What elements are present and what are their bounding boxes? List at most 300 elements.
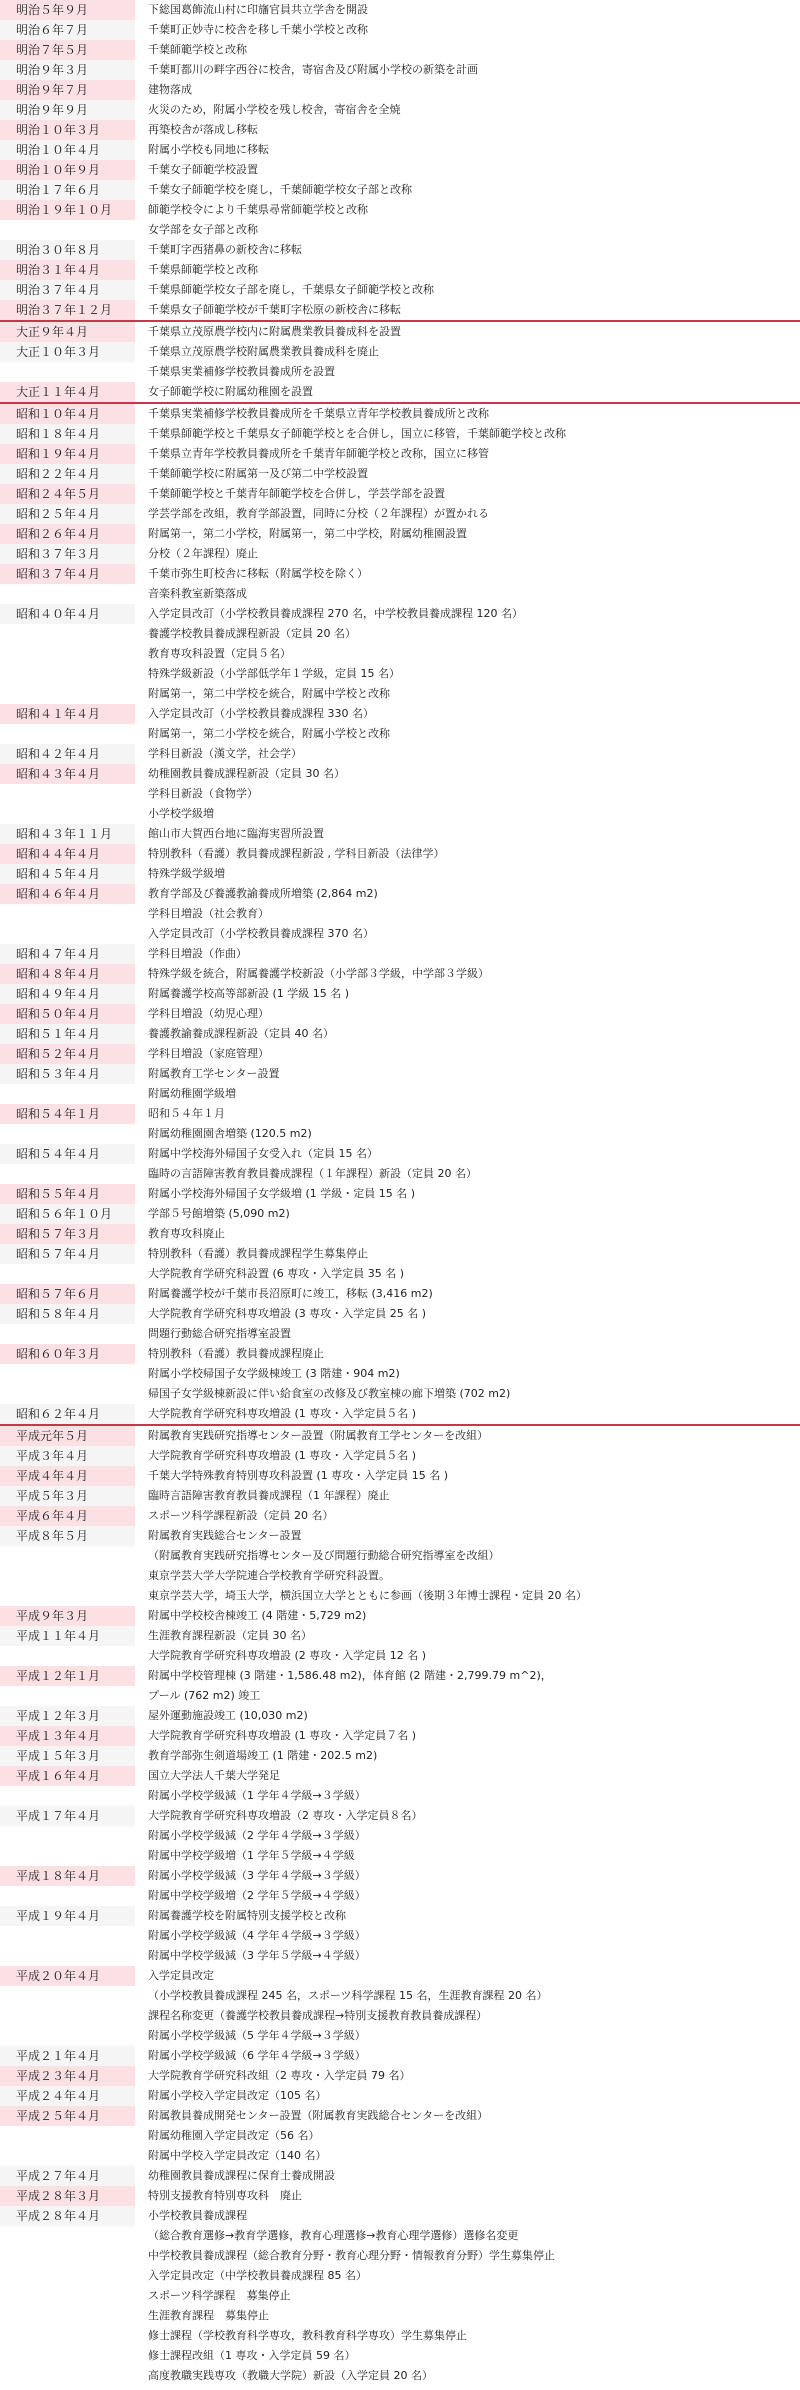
entry-events [135, 2186, 800, 2206]
entry-event-text: 千葉県実業補修学校教員養成所を設置 [148, 365, 335, 378]
entry-date: 昭和２５年４月 [0, 504, 135, 524]
date-spacer [0, 2346, 135, 2366]
entry-event-text: 附属小学校学級減（4 学年４学級→３学級） [148, 1929, 366, 1942]
entry-event-text: 大学院教育学研究科専攻増設 (1 専攻・入学定員５名 ) [148, 1449, 417, 1462]
entry-date: 平成１１年４月 [0, 1626, 135, 1646]
timeline-entry [0, 2166, 800, 2186]
timeline-entry [0, 1486, 800, 1506]
entry-date: 昭和２６年４月 [0, 524, 135, 544]
timeline-entry [0, 342, 800, 382]
timeline-entry [0, 40, 800, 60]
entry-events [135, 140, 800, 160]
entry-date-column [0, 1204, 135, 1224]
entry-event-text: 附属養護学校高等部新設 (1 学級 15 名 ) [148, 987, 350, 1000]
entry-events [135, 1004, 800, 1024]
entry-date: 昭和１０年４月 [0, 404, 135, 424]
entry-date: 明治３７年４月 [0, 280, 135, 300]
entry-date: 昭和５７年３月 [0, 1224, 135, 1244]
entry-date-column [0, 1606, 135, 1626]
entry-event-text: 附属小学校海外帰国子女学級増 (1 学級・定員 15 名 ) [148, 1187, 416, 1200]
date-spacer [0, 1364, 135, 1384]
entry-event-text: 附属幼稚園園舎増築 (120.5 m2) [148, 1127, 312, 1140]
entry-event-text: 千葉女子師範学校を廃し，千葉師範学校女子部と改称 [148, 183, 412, 196]
entry-event-text: 千葉町都川の畔字西谷に校舎，寄宿舎及び附属小学校の新築を計画 [148, 63, 478, 76]
entry-date-column [0, 1766, 135, 1806]
entry-date: 昭和４３年１１月 [0, 824, 135, 844]
entry-date: 平成１７年４月 [0, 1806, 135, 1826]
entry-event-text: 教育学部弥生剣道場竣工 (1 階建・202.5 m2) [148, 1749, 378, 1762]
timeline-entry [0, 1706, 800, 1726]
timeline-entry [0, 2106, 800, 2166]
timeline-entry [0, 1024, 800, 1044]
timeline-entry [0, 444, 800, 464]
entry-date-column [0, 1486, 135, 1506]
entry-event-text: 養護教諭養成課程新設（定員 40 名） [148, 1027, 334, 1040]
entry-events [135, 1706, 800, 1726]
entry-date: 昭和５４年４月 [0, 1144, 135, 1164]
timeline-entry [0, 2066, 800, 2086]
entry-date: 昭和４２年４月 [0, 744, 135, 764]
entry-date-column [0, 504, 135, 524]
timeline-entry [0, 844, 800, 864]
entry-event-text: 修士課程（学校教育科学専攻，教科教育科学専攻）学生募集停止 [148, 2329, 467, 2342]
entry-date: 明治９年９月 [0, 100, 135, 120]
entry-events [135, 1204, 800, 1224]
entry-date: 平成２８年４月 [0, 2206, 135, 2226]
entry-date-column [0, 2106, 135, 2166]
entry-events [135, 120, 800, 140]
entry-events [135, 884, 800, 944]
entry-event-text: 分校（２年課程）廃止 [148, 547, 258, 560]
entry-event-text: 中学校教員養成課程（総合教育分野・教育心理分野・情報教育分野）学生募集停止 [148, 2249, 555, 2262]
entry-event-text: 大学院教育学研究科専攻増設 (1 専攻・入学定員５名 ) [148, 1407, 417, 1420]
entry-date-column [0, 864, 135, 884]
entry-date-column [0, 1446, 135, 1466]
entry-event-text: 千葉市弥生町校舎に移転（附属学校を除く） [148, 567, 368, 580]
entry-event-text: プール (762 m2) 竣工 [148, 1689, 261, 1702]
entry-events [135, 524, 800, 544]
timeline-entry [0, 1506, 800, 1526]
timeline-entry [0, 140, 800, 160]
entry-event-text: 大学院教育学研究科設置 (6 専攻・入学定員 35 名 ) [148, 1267, 405, 1280]
entry-events [135, 2206, 800, 2386]
entry-events [135, 1446, 800, 1466]
entry-date: 昭和５４年１月 [0, 1104, 135, 1124]
entry-event-text: 特別教科（看護）教員養成課程学生募集停止 [148, 1247, 368, 1260]
entry-date-column [0, 2166, 135, 2186]
entry-date-column [0, 20, 135, 40]
entry-date-column [0, 0, 135, 20]
entry-date-column [0, 1244, 135, 1284]
entry-event-text: 問題行動総合研究指導室設置 [148, 1327, 291, 1340]
entry-date-column [0, 1024, 135, 1044]
entry-events [135, 180, 800, 200]
entry-events [135, 764, 800, 824]
entry-date: 明治１７年６月 [0, 180, 135, 200]
entry-events [135, 1466, 800, 1486]
entry-date: 平成３年４月 [0, 1446, 135, 1466]
entry-event-text: 学部５号館増築 (5,090 m2) [148, 1207, 290, 1220]
entry-date-column [0, 2186, 135, 2206]
entry-events [135, 1344, 800, 1404]
entry-date: 平成２０年４月 [0, 1966, 135, 1986]
timeline-entry [0, 1466, 800, 1486]
date-spacer [0, 644, 135, 664]
date-spacer [0, 804, 135, 824]
entry-event-text: 附属中学校海外帰国子女受入れ（定員 15 名） [148, 1147, 378, 1160]
entry-date: 昭和５３年４月 [0, 1064, 135, 1084]
timeline-entry [0, 1966, 800, 2046]
timeline-entry [0, 240, 800, 260]
entry-events [135, 824, 800, 844]
entry-date: 明治９年７月 [0, 80, 135, 100]
entry-date-column [0, 424, 135, 444]
entry-event-text: 教育学部及び養護教諭養成所増築 (2,864 m2) [148, 887, 378, 900]
entry-events [135, 704, 800, 744]
entry-event-text: 学科目増設（社会教育） [148, 907, 269, 920]
timeline-entry [0, 1244, 800, 1284]
timeline-entry [0, 1064, 800, 1104]
entry-events [135, 1806, 800, 1866]
timeline-entry [0, 1606, 800, 1626]
entry-date-column [0, 984, 135, 1004]
entry-events [135, 342, 800, 382]
entry-date: 昭和５７年４月 [0, 1244, 135, 1264]
entry-event-text: 課程名称変更（養護学校教員養成課程→特別支援教育教員養成課程） [148, 2009, 488, 2022]
entry-event-text: 特殊学級を統合，附属養護学校新設（小学部３学級，中学部３学級） [148, 967, 489, 980]
entry-date-column [0, 1806, 135, 1866]
timeline-entry [0, 1426, 800, 1446]
timeline-entry [0, 824, 800, 844]
entry-event-text: 修士課程改組（1 専攻・入学定員 59 名） [148, 2349, 356, 2362]
entry-event-text: 女学部を女子部と改称 [148, 223, 258, 236]
entry-event-text: 附属教員養成開発センター設置（附属教育実践総合センターを改組） [148, 2109, 489, 2122]
entry-events [135, 504, 800, 524]
entry-date-column [0, 60, 135, 80]
entry-events [135, 100, 800, 120]
entry-date-column [0, 240, 135, 260]
timeline-entry [0, 2206, 800, 2386]
entry-date-column [0, 464, 135, 484]
entry-event-text: 教育専攻科設置（定員５名） [148, 647, 291, 660]
entry-date: 昭和４１年４月 [0, 704, 135, 724]
entry-event-text: 幼稚園教員養成課程に保育士養成開設 [148, 2169, 335, 2182]
entry-date: 昭和５６年１０月 [0, 1204, 135, 1224]
entry-date: 昭和４６年４月 [0, 884, 135, 904]
entry-date-column [0, 1104, 135, 1144]
entry-event-text: 附属第一，第二小学校を統合，附属小学校と改称 [148, 727, 390, 740]
entry-events [135, 464, 800, 484]
date-spacer [0, 1124, 135, 1144]
entry-event-text: 千葉県師範学校と改称 [148, 263, 258, 276]
entry-date-column [0, 944, 135, 964]
date-spacer [0, 1926, 135, 1946]
timeline-entry [0, 100, 800, 120]
entry-date: 昭和５５年４月 [0, 1184, 135, 1204]
entry-date-column [0, 2066, 135, 2086]
entry-events [135, 1426, 800, 1446]
entry-date: 平成２３年４月 [0, 2066, 135, 2086]
timeline-entry [0, 160, 800, 180]
entry-event-text: 千葉県立青年学校教員養成所を千葉青年師範学校と改称，国立に移管 [148, 447, 489, 460]
entry-event-text: 小学校教員養成課程 [148, 2209, 247, 2222]
entry-event-text: 千葉県実業補修学校教員養成所を千葉県立青年学校教員養成所と改称 [148, 407, 489, 420]
entry-event-text: 千葉町正妙寺に校舎を移し千葉小学校と改称 [148, 23, 368, 36]
entry-date-column [0, 964, 135, 984]
date-spacer [0, 2246, 135, 2266]
entry-events [135, 2086, 800, 2106]
date-spacer [0, 2326, 135, 2346]
timeline-entry [0, 544, 800, 564]
entry-events [135, 1224, 800, 1244]
entry-event-text: 附属小学校学級減（2 学年４学級→３学級） [148, 1829, 366, 1842]
entry-events [135, 1726, 800, 1746]
entry-date-column [0, 544, 135, 564]
timeline-entry [0, 604, 800, 704]
entry-event-text: 千葉県立茂原農学校附属農業教員養成科を廃止 [148, 345, 379, 358]
timeline-entry [0, 1526, 800, 1606]
entry-date-column [0, 444, 135, 464]
entry-date: 平成８年５月 [0, 1526, 135, 1546]
entry-events [135, 2066, 800, 2086]
entry-date-column [0, 884, 135, 944]
entry-event-text: 附属小学校学級減（3 学年４学級→３学級） [148, 1869, 366, 1882]
entry-events [135, 1064, 800, 1104]
entry-events [135, 844, 800, 864]
entry-event-text: 千葉師範学校と改称 [148, 43, 247, 56]
entry-date: 平成１３年４月 [0, 1726, 135, 1746]
timeline-entry [0, 1446, 800, 1466]
date-spacer [0, 1686, 135, 1706]
entry-date: 平成２５年４月 [0, 2106, 135, 2126]
entry-event-text: 音楽科教室新築落成 [148, 587, 247, 600]
entry-date: 昭和６２年４月 [0, 1404, 135, 1424]
entry-date-column [0, 140, 135, 160]
entry-date-column [0, 564, 135, 604]
entry-date: 昭和５８年４月 [0, 1304, 135, 1324]
timeline-entry [0, 180, 800, 200]
entry-date: 明治３１年４月 [0, 260, 135, 280]
entry-event-text: 臨時言語障害教育教員養成課程（1 年課程）廃止 [148, 1489, 390, 1502]
entry-date: 昭和２２年４月 [0, 464, 135, 484]
entry-event-text: 再築校舎が落成し移転 [148, 123, 258, 136]
era-section [0, 0, 800, 322]
date-spacer [0, 904, 135, 924]
entry-events [135, 1404, 800, 1424]
date-spacer [0, 1264, 135, 1284]
timeline-entry [0, 0, 800, 20]
entry-date: 明治１０年３月 [0, 120, 135, 140]
entry-date: 昭和３７年３月 [0, 544, 135, 564]
timeline-entry [0, 2086, 800, 2106]
entry-event-text: 大学院教育学研究科専攻増設 (2 専攻・入学定員 12 名 ) [148, 1649, 427, 1662]
entry-event-text: 千葉県女子師範学校が千葉町字松原の新校舎に移転 [148, 303, 401, 316]
timeline-entry [0, 1044, 800, 1064]
entry-events [135, 1626, 800, 1666]
entry-event-text: 附属第一，第二小学校，附属第一，第二中学校，附属幼稚園設置 [148, 527, 467, 540]
entry-event-text: 千葉大学特殊教育特別専攻科設置 (1 専攻・入学定員 15 名 ) [148, 1469, 449, 1482]
entry-events [135, 1044, 800, 1064]
date-spacer [0, 1946, 135, 1966]
entry-date-column [0, 1404, 135, 1424]
entry-events [135, 382, 800, 402]
timeline-entry [0, 1144, 800, 1184]
timeline-entry [0, 322, 800, 342]
entry-events [135, 1606, 800, 1626]
entry-event-text: 附属第一，第二中学校を統合，附属中学校と改称 [148, 687, 390, 700]
entry-date-column [0, 764, 135, 824]
entry-event-text: 学科目増設（作曲） [148, 947, 247, 960]
entry-event-text: 特別教科（看護）教員養成課程廃止 [148, 1347, 324, 1360]
entry-date-column [0, 280, 135, 300]
entry-event-text: 附属養護学校が千葉市長沼原町に竣工，移転 (3,416 m2) [148, 1287, 433, 1300]
entry-date: 平成１２年３月 [0, 1706, 135, 1726]
timeline-entry [0, 2046, 800, 2066]
entry-date-column [0, 1746, 135, 1766]
timeline-entry [0, 1284, 800, 1304]
entry-events [135, 2106, 800, 2166]
timeline-entry [0, 704, 800, 744]
entry-date: 平成元年５月 [0, 1426, 135, 1446]
timeline-entry [0, 524, 800, 544]
entry-events [135, 1906, 800, 1966]
entry-date-column [0, 342, 135, 382]
entry-date-column [0, 524, 135, 544]
entry-events [135, 1144, 800, 1184]
entry-events [135, 1104, 800, 1144]
date-spacer [0, 684, 135, 704]
entry-date: 昭和５２年４月 [0, 1044, 135, 1064]
entry-event-text: 入学定員改訂（小学校教員養成課程 370 名） [148, 927, 374, 940]
entry-event-text: 師範学校令により千葉県尋常師範学校と改称 [148, 203, 368, 216]
entry-events [135, 564, 800, 604]
date-spacer [0, 1846, 135, 1866]
entry-event-text: 東京学芸大学，埼玉大学，横浜国立大学とともに参画（後期３年博士課程・定員 20 名） [148, 1589, 587, 1602]
entry-date-column [0, 1626, 135, 1666]
entry-date: 平成２４年４月 [0, 2086, 135, 2106]
entry-events [135, 1304, 800, 1344]
entry-date: 平成１５年３月 [0, 1746, 135, 1766]
entry-event-text: 建物落成 [148, 83, 192, 96]
era-section [0, 1426, 800, 2386]
entry-event-text: 火災のため，附属小学校を残し校舎，寄宿舎を全焼 [148, 103, 401, 116]
timeline-entry [0, 300, 800, 320]
entry-events [135, 944, 800, 964]
entry-events [135, 2046, 800, 2066]
entry-event-text: 入学定員改訂（小学校教員養成課程 330 名） [148, 707, 374, 720]
entry-date: 明治６年７月 [0, 20, 135, 40]
date-spacer [0, 584, 135, 604]
timeline-entry [0, 484, 800, 504]
date-spacer [0, 2286, 135, 2306]
entry-event-text: 帰国子女学級棟新設に伴い給食室の改修及び教室棟の廊下増築 (702 m2) [148, 1387, 511, 1400]
entry-date: 昭和１９年４月 [0, 444, 135, 464]
era-section [0, 322, 800, 404]
entry-event-text: 附属小学校学級減（6 学年４学級→３学級） [148, 2049, 366, 2062]
entry-event-text: 附属中学校入学定員改定（140 名） [148, 2149, 327, 2162]
timeline-entry [0, 1906, 800, 1966]
entry-date: 昭和４８年４月 [0, 964, 135, 984]
date-spacer [0, 2366, 135, 2386]
entry-date-column [0, 1866, 135, 1906]
timeline-entry [0, 80, 800, 100]
entry-event-text: 附属中学校校舎棟竣工 (4 階建・5,729 m2) [148, 1609, 367, 1622]
entry-event-text: 学科目新設（漢文学，社会学） [148, 747, 302, 760]
entry-date-column [0, 2206, 135, 2386]
entry-event-text: 千葉県師範学校と千葉県女子師範学校とを合併し，国立に移管，千葉師範学校と改称 [148, 427, 566, 440]
entry-events [135, 544, 800, 564]
timeline-entry [0, 424, 800, 444]
entry-event-text: 学芸学部を改組，教育学部設置，同時に分校（２年課程）が置かれる [148, 507, 489, 520]
entry-events [135, 964, 800, 984]
entry-events [135, 1284, 800, 1304]
entry-event-text: 入学定員改定（中学校教員養成課程 85 名） [148, 2269, 367, 2282]
entry-date-column [0, 1726, 135, 1746]
entry-date-column [0, 200, 135, 240]
date-spacer [0, 2006, 135, 2026]
date-spacer [0, 1826, 135, 1846]
entry-events [135, 40, 800, 60]
entry-event-text: 千葉県立茂原農学校内に附属農業教員養成科を設置 [148, 325, 401, 338]
entry-date-column [0, 1966, 135, 2046]
entry-event-text: 附属中学校学級増（2 学年５学級→４学級） [148, 1889, 366, 1902]
entry-event-text: 大学院教育学研究科専攻増設（2 専攻・入学定員８名） [148, 1809, 423, 1822]
entry-event-text: 附属中学校管理棟 (3 階建・1,586.48 m2)，体育館 (2 階建・2,799.79 m^2)， [148, 1669, 552, 1682]
entry-event-text: （附属教育実践研究指導センター及び問題行動総合研究指導室を改組） [148, 1549, 500, 1562]
entry-date: 明治３０年８月 [0, 240, 135, 260]
entry-date: 平成９年３月 [0, 1606, 135, 1626]
entry-date: 昭和３７年４月 [0, 564, 135, 584]
entry-events [135, 0, 800, 20]
entry-date-column [0, 1706, 135, 1726]
entry-date: 昭和４０年４月 [0, 604, 135, 624]
entry-date-column [0, 1906, 135, 1966]
date-spacer [0, 362, 135, 382]
entry-events [135, 322, 800, 342]
date-spacer [0, 2266, 135, 2286]
entry-date-column [0, 484, 135, 504]
entry-date: 昭和６０年３月 [0, 1344, 135, 1364]
entry-date-column [0, 704, 135, 744]
timeline-entry [0, 260, 800, 280]
entry-event-text: 東京学芸大学大学院連合学校教育学研究科設置。 [148, 1569, 390, 1582]
entry-date-column [0, 80, 135, 100]
timeline-entry [0, 1866, 800, 1906]
entry-date: 明治７年５月 [0, 40, 135, 60]
entry-date: 平成６年４月 [0, 1506, 135, 1526]
entry-events [135, 404, 800, 424]
date-spacer [0, 2146, 135, 2166]
timeline-entry [0, 382, 800, 402]
entry-event-text: 附属小学校も同地に移転 [148, 143, 269, 156]
entry-date-column [0, 120, 135, 140]
entry-event-text: 附属中学校学級減（3 学年５学級→４学級） [148, 1949, 366, 1962]
timeline-entry [0, 764, 800, 824]
timeline-entry [0, 1344, 800, 1404]
entry-date-column [0, 1344, 135, 1404]
date-spacer [0, 2126, 135, 2146]
entry-date-column [0, 160, 135, 180]
entry-date: 平成１２年１月 [0, 1666, 135, 1686]
entry-event-text: 大学院教育学研究科改組（2 専攻・入学定員 79 名） [148, 2069, 411, 2082]
entry-date: 明治１０年４月 [0, 140, 135, 160]
entry-date-column [0, 1224, 135, 1244]
entry-date: 平成２１年４月 [0, 2046, 135, 2066]
entry-date-column [0, 1304, 135, 1344]
entry-events [135, 744, 800, 764]
entry-date: 明治１９年１０月 [0, 200, 135, 220]
entry-date: 大正１１年４月 [0, 382, 135, 402]
